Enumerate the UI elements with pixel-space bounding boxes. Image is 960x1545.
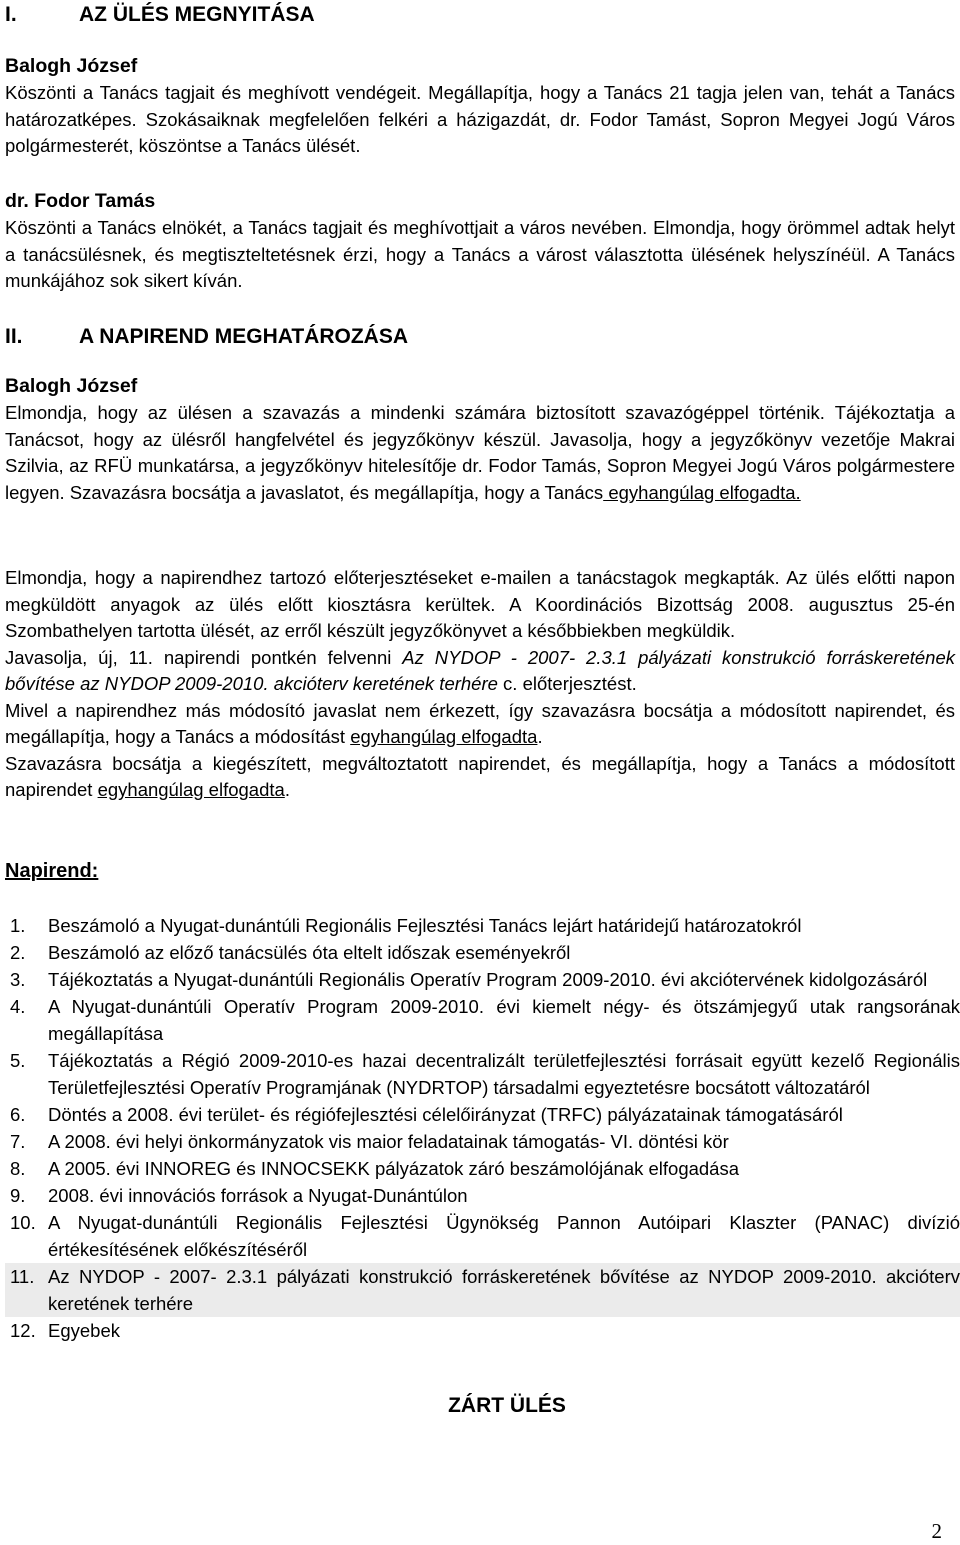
agenda-item-number: 11. <box>10 1266 35 1287</box>
agenda-item-text: Tájékoztatás a Régió 2009-2010-es hazai decentralizált területfejlesztési forrásait együtt kezelő Regionális Területfejlesztési Operatív Programjának (NYDRTOP) társadalmi egyeztetésre bocsátott változatáról <box>48 1050 960 1098</box>
closed-session-heading: ZÁRT ÜLÉS <box>448 1394 566 1417</box>
agenda-item-number: 5. <box>10 1050 26 1071</box>
speaker-name: Balogh József <box>5 55 138 77</box>
paragraph-text: Elmondja, hogy az ülésen a szavazás a mindenki számára biztosított szavazógéppel történik. Tájékoztatja a Tanácsot, hogy az ülésről hangfelvétel és jegyzőkönyv készül. Javasolja, hogy a jegyzőkönyv vezetője Makrai Szilvia, az RFÜ munkatársa, a jegyzőkönyv hitelesítője dr. Fodor Tamás, Sopron Megyei Jogú Város polgármestere legyen. Szavazásra bocsátja a javaslatot, és megállapítja, hogy a Tanács <box>5 402 955 503</box>
agenda-item <box>5 912 960 939</box>
agenda-item-number: 6. <box>10 1104 26 1125</box>
agenda-item-text: 2008. évi innovációs források a Nyugat-Dunántúlon <box>48 1185 468 1206</box>
agenda-item-text: A 2008. évi helyi önkormányzatok vis maior feladatainak támogatás- VI. döntési kör <box>48 1131 729 1152</box>
section-2-heading <box>5 325 408 349</box>
section-1-title: AZ ÜLÉS MEGNYITÁSA <box>79 3 315 26</box>
agenda-item-number: 7. <box>10 1131 26 1152</box>
agenda-item-text: Beszámoló a Nyugat-dunántúli Regionális Fejlesztési Tanács lejárt határidejű határozatokról <box>48 915 802 936</box>
paragraph-text: Szavazásra bocsátja a kiegészített, megváltoztatott napirendet, és megállapítja, hogy a Tanács a módosított napirendet <box>5 752 955 800</box>
section-1-block-1 <box>5 55 955 160</box>
agenda-item-highlighted <box>5 1263 960 1317</box>
agenda-item-number: 12. <box>10 1320 36 1341</box>
agenda-item-number: 1. <box>10 915 26 936</box>
agenda-item-number: 3. <box>10 969 26 990</box>
agenda-item-number: 2. <box>10 942 26 963</box>
agenda-item-number: 9. <box>10 1185 26 1206</box>
agenda-item <box>5 966 960 993</box>
decision-text: egyhangúlag elfogadta. <box>603 481 801 503</box>
agenda-item-number: 10. <box>10 1212 36 1233</box>
agenda-item-text: Az NYDOP - 2007- 2.3.1 pályázati konstrukció forráskeretének bővítése az NYDOP 2009-2010. akcióterv keretének terhére <box>48 1266 960 1314</box>
paragraph <box>5 698 955 751</box>
agenda-item <box>5 939 960 966</box>
paragraph <box>5 751 955 804</box>
paragraph: Köszönti a Tanács elnökét, a Tanács tagjait és meghívottjait a város nevében. Elmondja, hogy örömmel adtak helyt a tanácsülésnek, és megtiszteltetésnek érzi, hogy a Tanács a várost választotta ülésének helyszínéül. A Tanács munkájához sok sikert kíván. <box>5 217 955 291</box>
agenda-item <box>5 1101 960 1128</box>
section-2-number: II. <box>5 325 23 348</box>
decision-text: egyhangúlag elfogadta <box>97 779 285 800</box>
agenda-item-text: A Nyugat-dunántúli Regionális Fejlesztési Ügynökség Pannon Autóipari Klaszter (PANAC) divízió értékesítésének előkészítéséről <box>48 1212 960 1260</box>
paragraph-end: . <box>537 726 543 747</box>
agenda-item-number: 4. <box>10 996 26 1017</box>
paragraph <box>5 400 955 506</box>
section-2-block-1 <box>5 375 955 506</box>
agenda-item <box>5 1209 960 1263</box>
agenda-item <box>5 1155 960 1182</box>
agenda-list <box>5 912 960 1344</box>
section-1-heading <box>5 3 315 27</box>
section-1-block-2 <box>5 190 955 295</box>
agenda-item-text: Döntés a 2008. évi terület- és régiófejlesztési célelőirányzat (TRFC) pályázatainak támogatásáról <box>48 1104 843 1125</box>
speaker-name: Balogh József <box>5 375 138 397</box>
agenda-item <box>5 1182 960 1209</box>
agenda-item-text: A 2005. évi INNOREG és INNOCSEKK pályázatok záró beszámolójának elfogadása <box>48 1158 740 1179</box>
paragraph <box>5 645 955 698</box>
agenda-item-text: A Nyugat-dunántúli Operatív Program 2009-2010. évi kiemelt négy- és ötszámjegyű utak rangsorának megállapítása <box>48 996 960 1044</box>
agenda-title: Napirend: <box>5 860 99 882</box>
agenda-item-title: Az NYDOP - 2007- 2.3.1 pályázati konstrukció forráskeretének bővítése az NYDOP 2009-2010. akcióterv keretének terhére <box>5 646 955 694</box>
paragraph-text: c. előterjesztést. <box>497 673 637 694</box>
section-2-title: A NAPIREND MEGHATÁROZÁSA <box>79 325 408 348</box>
paragraph: Elmondja, hogy a napirendhez tartozó előterjesztéseket e-mailen a tanácstagok megkapták. Az ülés előtti napon megküldött anyagok az ülés előtt kiosztásra kerültek. A Koordinációs Bizottság 2008. augusztus 25-én Szombathelyen tartotta ülését, az erről készült jegyzőkönyvet a későbbiekben megküldik. <box>5 567 955 641</box>
speaker-name: dr. Fodor Tamás <box>5 190 156 212</box>
section-1-number: I. <box>5 3 17 26</box>
agenda-item <box>5 1317 960 1344</box>
paragraph-text: Javasolja, új, 11. napirendi pontkén felvenni <box>5 646 403 668</box>
page-number: 2 <box>931 1519 942 1543</box>
agenda-item <box>5 993 960 1047</box>
agenda-item <box>5 1047 960 1101</box>
agenda-item-text: Beszámoló az előző tanácsülés óta eltelt időszak eseményekről <box>48 942 571 963</box>
paragraph-end: . <box>284 779 290 800</box>
paragraph: Köszönti a Tanács tagjait és meghívott vendégeit. Megállapítja, hogy a Tanács 21 tagja jelen van, tehát a Tanács határozatképes. Szokásaiknak megfelelően felkéri a házigazdát, dr. Fodor Tamást, Sopron Megyei Jogú Város polgármesterét, köszöntse a Tanács ülését. <box>5 82 955 156</box>
agenda-item <box>5 1128 960 1155</box>
agenda-item-text: Egyebek <box>48 1320 120 1341</box>
agenda-item-number: 8. <box>10 1158 26 1179</box>
section-2-block-2 <box>5 565 955 804</box>
agenda-item-text: Tájékoztatás a Nyugat-dunántúli Regionális Operatív Program 2009-2010. évi akciótervének kidolgozásáról <box>48 969 928 990</box>
paragraph-text: Mivel a napirendhez más módosító javaslat nem érkezett, így szavazásra bocsátja a módosított napirendet, és megállapítja, hogy a Tanács a módosítást <box>5 699 955 747</box>
decision-text: egyhangúlag elfogadta <box>350 726 538 747</box>
